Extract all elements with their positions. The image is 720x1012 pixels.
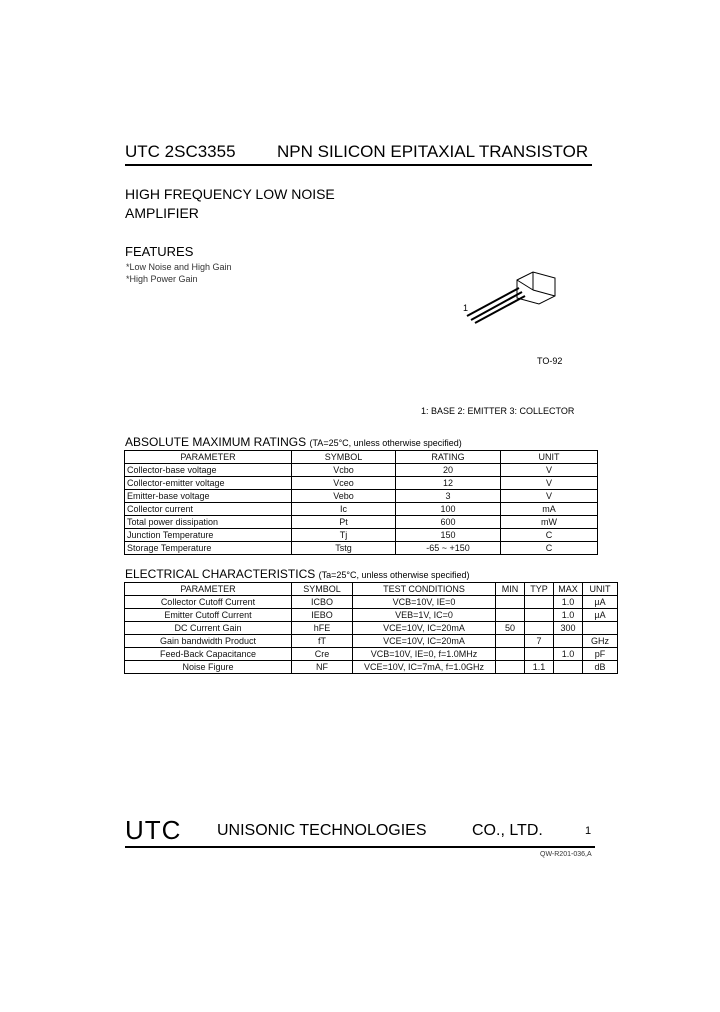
conditions-cell: VCE=10V, IC=20mA <box>353 635 496 648</box>
min-cell <box>496 661 525 674</box>
pin1-label: 1 <box>463 303 469 313</box>
footer-company: UNISONIC TECHNOLOGIES <box>217 822 427 839</box>
param-cell: DC Current Gain <box>125 622 292 635</box>
header-cell: TEST CONDITIONS <box>353 583 496 596</box>
header-cell: UNIT <box>583 583 618 596</box>
unit-cell: V <box>501 477 598 490</box>
title-row <box>125 142 592 166</box>
unit-cell: C <box>501 542 598 555</box>
feature-item: *Low Noise and High Gain <box>126 262 232 272</box>
param-cell: Gain bandwidth Product <box>125 635 292 648</box>
table-header-row <box>125 451 598 464</box>
typ-cell <box>525 609 554 622</box>
part-number: UTC 2SC3355 <box>125 142 236 161</box>
param-cell: Collector-base voltage <box>125 464 292 477</box>
symbol-cell: Vceo <box>292 477 396 490</box>
min-cell: 50 <box>496 622 525 635</box>
subtitle-line-2: AMPLIFIER <box>125 205 199 221</box>
table-row <box>125 542 598 555</box>
table-row <box>125 464 598 477</box>
param-cell: Storage Temperature <box>125 542 292 555</box>
typ-cell: 7 <box>525 635 554 648</box>
conditions-cell: VCE=10V, IC=20mA <box>353 622 496 635</box>
min-cell <box>496 648 525 661</box>
param-cell: Feed-Back Capacitance <box>125 648 292 661</box>
header-cell: SYMBOL <box>292 451 396 464</box>
conditions-cell: VEB=1V, IC=0 <box>353 609 496 622</box>
table-row <box>125 529 598 542</box>
typ-cell <box>525 648 554 661</box>
param-cell: Junction Temperature <box>125 529 292 542</box>
unit-cell: mA <box>501 503 598 516</box>
min-cell <box>496 596 525 609</box>
header-cell: PARAMETER <box>125 451 292 464</box>
pin-assignment: 1: BASE 2: EMITTER 3: COLLECTOR <box>421 406 575 416</box>
unit-cell: mW <box>501 516 598 529</box>
subtitle <box>125 185 335 223</box>
symbol-cell: Cre <box>292 648 353 661</box>
header-cell: SYMBOL <box>292 583 353 596</box>
elec-table <box>124 582 618 674</box>
elec-title: ELECTRICAL CHARACTERISTICS <box>125 567 316 581</box>
header-cell: RATING <box>396 451 501 464</box>
symbol-cell: hFE <box>292 622 353 635</box>
max-cell: 1.0 <box>554 596 583 609</box>
typ-cell <box>525 622 554 635</box>
conditions-cell: VCB=10V, IE=0, f=1.0MHz <box>353 648 496 661</box>
unit-cell: µA <box>583 596 618 609</box>
max-cell: 1.0 <box>554 648 583 661</box>
rating-cell: 150 <box>396 529 501 542</box>
abs-max-title: ABSOLUTE MAXIMUM RATINGS <box>125 435 307 449</box>
param-cell: Emitter-base voltage <box>125 490 292 503</box>
page-number: 1 <box>585 825 592 837</box>
max-cell: 300 <box>554 622 583 635</box>
unit-cell: C <box>501 529 598 542</box>
param-cell: Collector Cutoff Current <box>125 596 292 609</box>
table-row <box>125 596 618 609</box>
elec-condition: (Ta=25°C, unless otherwise specified) <box>318 570 470 580</box>
table-row <box>125 609 618 622</box>
package-name: TO-92 <box>537 356 563 366</box>
header-cell: TYP <box>525 583 554 596</box>
abs-max-heading <box>125 435 462 449</box>
rating-cell: 600 <box>396 516 501 529</box>
max-cell <box>554 635 583 648</box>
max-cell: 1.0 <box>554 609 583 622</box>
rating-cell: 20 <box>396 464 501 477</box>
table-row <box>125 477 598 490</box>
symbol-cell: Vebo <box>292 490 396 503</box>
unit-cell: V <box>501 464 598 477</box>
conditions-cell: VCE=10V, IC=7mA, f=1.0GHz <box>353 661 496 674</box>
symbol-cell: IEBO <box>292 609 353 622</box>
min-cell <box>496 635 525 648</box>
footer-divider <box>125 846 595 848</box>
symbol-cell: fT <box>292 635 353 648</box>
param-cell: Total power dissipation <box>125 516 292 529</box>
footer-company-suffix: CO., LTD. <box>472 822 543 839</box>
table-row <box>125 516 598 529</box>
symbol-cell: Vcbo <box>292 464 396 477</box>
features-heading: FEATURES <box>125 244 194 259</box>
rating-cell: 100 <box>396 503 501 516</box>
table-row <box>125 503 598 516</box>
symbol-cell: Tstg <box>292 542 396 555</box>
feature-item: *High Power Gain <box>126 274 198 284</box>
unit-cell: µA <box>583 609 618 622</box>
table-header-row <box>125 583 618 596</box>
symbol-cell: NF <box>292 661 353 674</box>
footer-logo: UTC <box>125 815 182 845</box>
elec-heading <box>125 567 470 581</box>
header-cell: MAX <box>554 583 583 596</box>
symbol-cell: Ic <box>292 503 396 516</box>
table-row <box>125 648 618 661</box>
table-row <box>125 490 598 503</box>
table-row <box>125 661 618 674</box>
typ-cell: 1.1 <box>525 661 554 674</box>
table-row <box>125 635 618 648</box>
table-row <box>125 622 618 635</box>
subtitle-line-1: HIGH FREQUENCY LOW NOISE <box>125 186 335 202</box>
param-cell: Emitter Cutoff Current <box>125 609 292 622</box>
symbol-cell: ICBO <box>292 596 353 609</box>
unit-cell <box>583 622 618 635</box>
typ-cell <box>525 596 554 609</box>
param-cell: Noise Figure <box>125 661 292 674</box>
max-cell <box>554 661 583 674</box>
document-code: QW-R201-036,A <box>540 851 592 858</box>
header-cell: PARAMETER <box>125 583 292 596</box>
unit-cell: pF <box>583 648 618 661</box>
param-cell: Collector current <box>125 503 292 516</box>
rating-cell: 3 <box>396 490 501 503</box>
unit-cell: GHz <box>583 635 618 648</box>
device-type: NPN SILICON EPITAXIAL TRANSISTOR <box>277 142 589 161</box>
param-cell: Collector-emitter voltage <box>125 477 292 490</box>
conditions-cell: VCB=10V, IE=0 <box>353 596 496 609</box>
header-cell: MIN <box>496 583 525 596</box>
min-cell <box>496 609 525 622</box>
abs-max-condition: (TA=25°C, unless otherwise specified) <box>309 438 462 448</box>
unit-cell: dB <box>583 661 618 674</box>
symbol-cell: Tj <box>292 529 396 542</box>
rating-cell: -65 ~ +150 <box>396 542 501 555</box>
to92-package-image <box>455 262 565 324</box>
rating-cell: 12 <box>396 477 501 490</box>
header-cell: UNIT <box>501 451 598 464</box>
unit-cell: V <box>501 490 598 503</box>
abs-max-table <box>124 450 598 555</box>
symbol-cell: Pt <box>292 516 396 529</box>
